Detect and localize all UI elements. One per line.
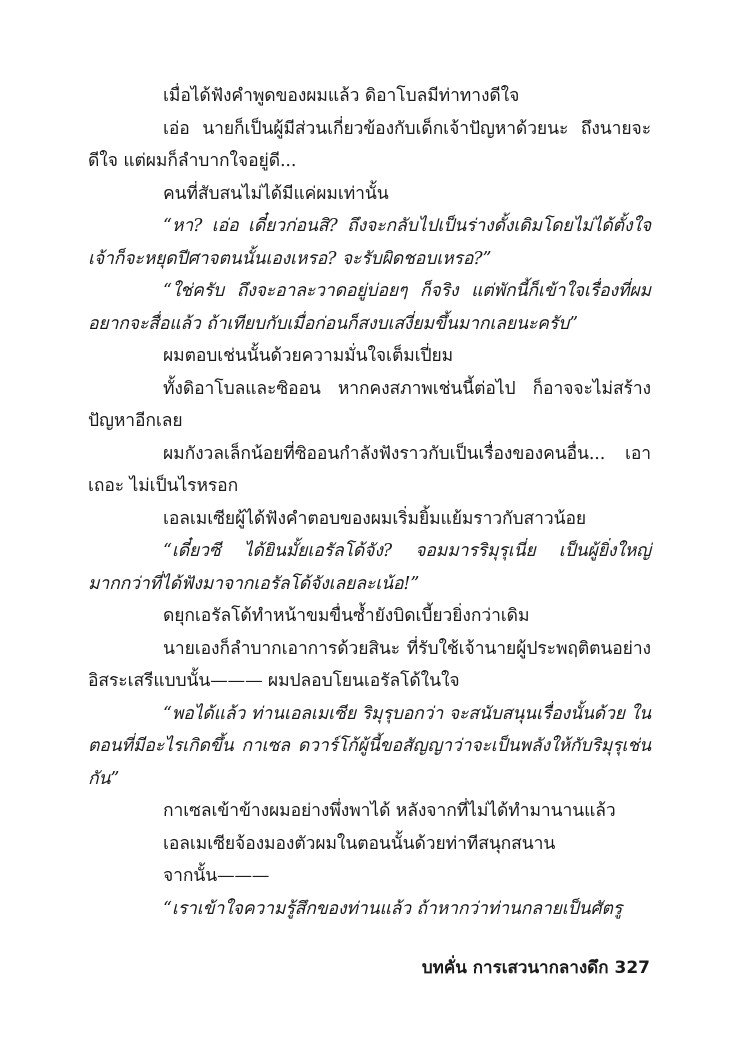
dialogue-paragraph: “เราเข้าใจความรู้สึกของท่านแล้ว ถ้าหากว่าท่านกลายเป็นศัตรู [163,898,623,919]
page-body [88,80,651,925]
page-footer [416,954,650,981]
paragraph: เอ่อ นายก็เป็นผู้มีส่วนเกี่ยวข้องกับเด็กเจ้าปัญหาด้วยนะ ถึงนายจะดีใจ แต่ผมก็ลำบากใจอยู่ดี... [88,118,651,171]
paragraph: นายเองก็ลำบากเอาการด้วยสินะ ที่รับใช้เจ้านายผู้ประพฤติตนอย่างอิสระเสรีแบบนั้น——— ผมปลอบโยนเอรัลโด้ในใจ [88,638,651,691]
paragraph: ผมตอบเช่นนั้นด้วยความมั่นใจเต็มเปี่ยม [163,346,454,366]
dialogue-paragraph: “หา? เอ่อ เดี๋ยวก่อนสิ? ถึงจะกลับไปเป็นร่างดั้งเดิมโดยไม่ได้ตั้งใจ เจ้าก็จะหยุดปีศาจตนนั้นเองเหรอ? จะรับผิดชอบเหรอ?” [88,216,651,269]
chapter-title: บทคั่น การเสวนากลางดึก [421,958,609,978]
paragraph: กาเซลเข้าข้างผมอย่างพึ่งพาได้ หลังจากที่ไม่ได้ทำมานานแล้ว [163,801,616,821]
dialogue-paragraph: “เดี๋ยวซี ได้ยินมั้ยเอรัลโด้จัง? จอมมารริมุรุเนี่ย เป็นผู้ยิ่งใหญ่มากกว่าที่ได้ฟังมาจากเอรัลโด้จังเลยละเน้อ!” [88,541,651,594]
paragraph: เมื่อได้ฟังคำพูดของผมแล้ว ดิอาโบลมีท่าทางดีใจ [163,86,520,106]
page-number: 327 [614,958,650,978]
paragraph: ทั้งดิอาโบลและซิออน หากคงสภาพเช่นนี้ต่อไป ก็อาจจะไม่สร้างปัญหาอีกเลย [88,378,651,431]
paragraph: ดยุกเอรัลโด้ทำหน้าขมขื่นซ้ำยังบิดเบี้ยวยิ่งกว่าเดิม [163,606,530,626]
paragraph: ผมกังวลเล็กน้อยที่ซิออนกำลังฟังราวกับเป็นเรื่องของคนอื่น... เอาเถอะ ไม่เป็นไรหรอก [88,443,651,496]
paragraph: เอลเมเซียผู้ได้ฟังคำตอบของผมเริ่มยิ้มแย้มราวกับสาวน้อย [163,508,587,529]
paragraph: เอลเมเซียจ้องมองตัวผมในตอนนั้นด้วยท่าทีสนุกสนาน [163,833,556,854]
paragraph: คนที่สับสนไม่ได้มีแค่ผมเท่านั้น [163,183,389,204]
dialogue-paragraph: “ใช่ครับ ถึงจะอาละวาดอยู่บ่อยๆ ก็จริง แต่พักนี้ก็เข้าใจเรื่องที่ผมอยากจะสื่อแล้ว ถ้าเทียบกับเมื่อก่อนก็สงบเสงี่ยมขึ้นมากเลยนะครับ” [88,281,651,334]
dialogue-paragraph: “พอได้แล้ว ท่านเอลเมเซีย ริมุรุบอกว่า จะสนับสนุนเรื่องนั้นด้วย ในตอนที่มีอะไรเกิดขึ้น กาเซล ดวาร์โก้ผู้นี้ขอสัญญาว่าจะเป็นพลังให้กับริมุรุเช่นกัน” [88,703,651,789]
paragraph: จากนั้น——— [163,866,270,886]
